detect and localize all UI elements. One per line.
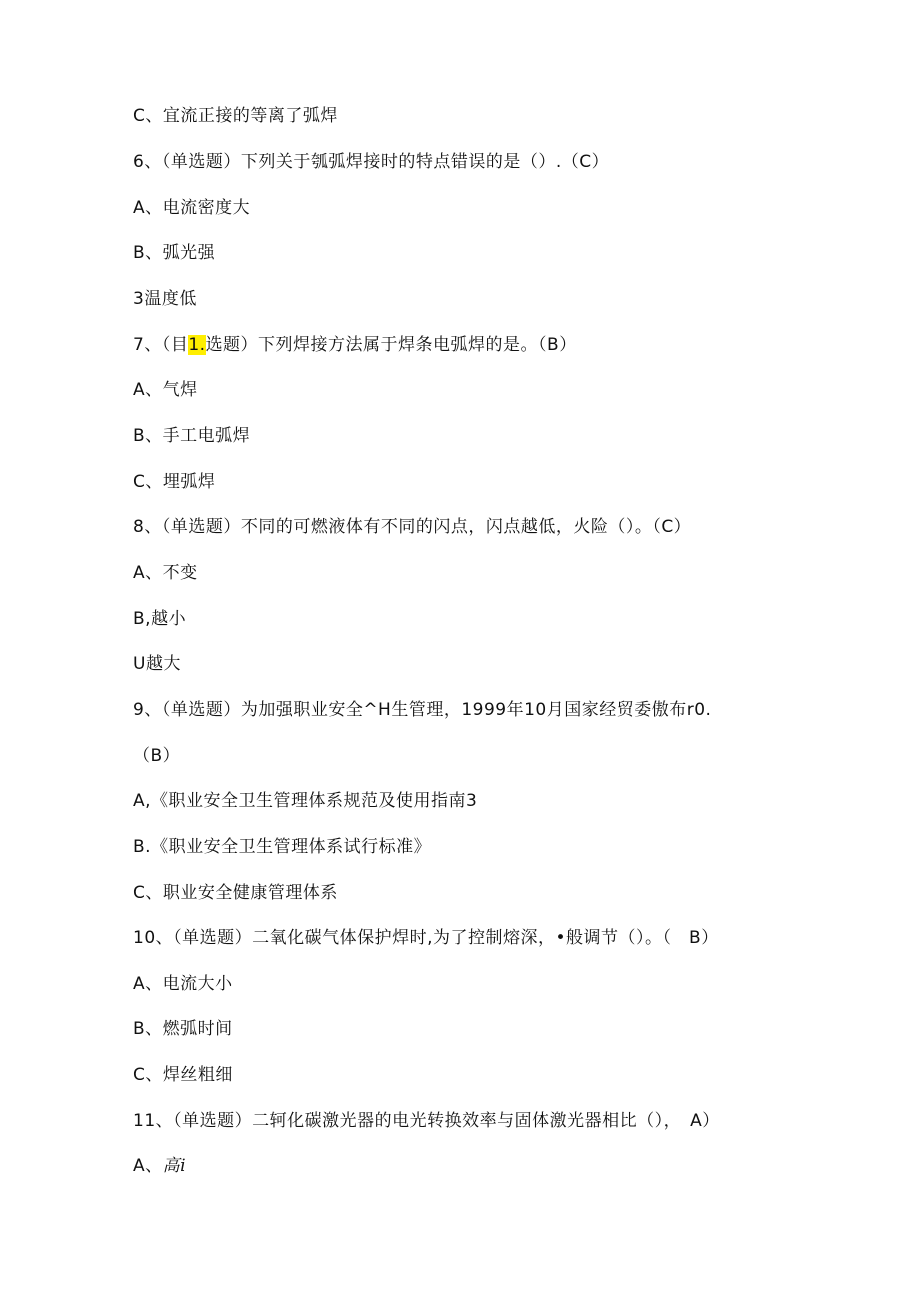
option-a-q11-text: 高i (162, 1156, 187, 1176)
option-b-q7: B、手工电弧焊 (133, 426, 251, 446)
question-10: 10、（单选题）二氧化碳气体保护焊时,为了控制熔深，•般调节（）。（ B） (133, 928, 719, 948)
option-a-q11 (133, 1155, 186, 1177)
question-6: 6、（单选题）下列关于瓠弧焊接时的特点错误的是（）.（C） (133, 152, 610, 172)
option-b-q10: B、燃弧时间 (133, 1019, 233, 1039)
option-a-q8: A、不变 (133, 563, 198, 583)
option-c-q9: C、职业安全健康管理体系 (133, 883, 338, 903)
question-7 (133, 334, 577, 356)
question-9-answer: （B） (133, 746, 181, 766)
option-b-q9: B.《职业安全卫生管理体系试行标准》 (133, 837, 432, 857)
option-c-q7: C、埋弧焊 (133, 472, 216, 492)
option-a-q6: A、电流密度大 (133, 198, 251, 218)
question-11: 11、（单选题）二轲化碳激光器的电光转换效率与固体激光器相比（）， A） (133, 1111, 720, 1131)
option-a-q11-prefix: A、 (133, 1156, 163, 1176)
option-c-q6: 3温度低 (133, 289, 197, 309)
question-8: 8、（单选题）不同的可燃液体有不同的闪点，闪点越低，火险（）。（C） (133, 517, 692, 537)
option-a-q7: A、气焊 (133, 380, 198, 400)
question-7-rest: 选题）下列焊接方法属于焊条电弧焊的是。（B） (205, 335, 577, 355)
question-9: 9、（单选题）为加强职业安全^H生管理，1999年10月国家经贸委傲布r0. (133, 700, 712, 720)
option-c-q5: C、宜流正接的等离了弧焊 (133, 106, 338, 126)
option-b-q8: B,越小 (133, 609, 187, 629)
option-b-q6: B、弧光强 (133, 243, 216, 263)
option-a-q10: A、电流大小 (133, 974, 233, 994)
option-c-q10: C、焊丝粗细 (133, 1065, 233, 1085)
option-a-q9: A,《职业安全卫生管理体系规范及使用指南3 (133, 791, 478, 811)
option-c-q8: U越大 (133, 654, 181, 674)
question-7-prefix: 7、（目 (133, 335, 189, 355)
highlighted-text: 1. (188, 335, 206, 355)
